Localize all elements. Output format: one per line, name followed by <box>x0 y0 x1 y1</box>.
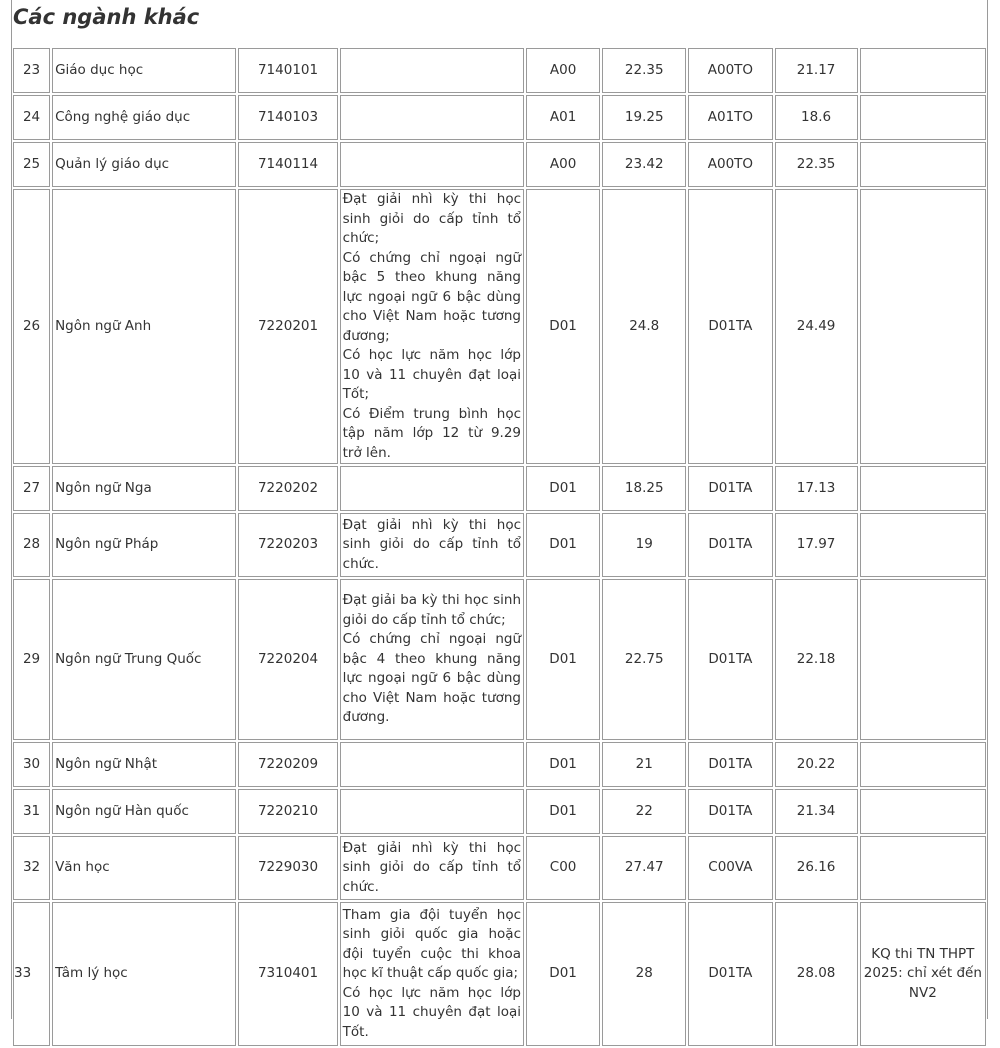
row-number: 24 <box>13 95 50 140</box>
subject-block-alt: A00TO <box>688 48 772 93</box>
cutoff-score: 19 <box>602 513 686 577</box>
subject-block-alt: D01TA <box>688 742 772 787</box>
condition-line: Có học lực năm học lớp 10 và 11 chuyên đạt loại Tốt; <box>342 347 522 402</box>
cutoff-score-alt: 24.49 <box>775 189 858 464</box>
subject-block: D01 <box>526 902 600 1046</box>
admission-conditions <box>340 189 524 464</box>
major-code: 7140103 <box>238 95 337 140</box>
cutoff-score-alt: 28.08 <box>775 902 858 1046</box>
row-number: 29 <box>13 579 50 740</box>
condition-line: Đạt giải nhì kỳ thi học sinh giỏi do cấp tỉnh tổ chức. <box>342 839 522 895</box>
major-name: Ngôn ngữ Anh <box>52 189 236 464</box>
subject-block: D01 <box>526 466 600 511</box>
admission-conditions <box>340 466 524 511</box>
subject-block: D01 <box>526 579 600 740</box>
major-code: 7310401 <box>238 902 337 1046</box>
admission-conditions <box>340 789 524 834</box>
major-name: Ngôn ngữ Pháp <box>52 513 236 577</box>
subject-block-alt: D01TA <box>688 579 772 740</box>
subject-block-alt: D01TA <box>688 189 772 464</box>
admission-conditions <box>340 95 524 140</box>
condition-line: Có chứng chỉ ngoại ngữ bậc 4 theo khung năng lực ngoại ngữ 6 bậc dùng cho Việt Nam hoặc tương đương. <box>342 631 522 726</box>
note <box>860 789 986 834</box>
cutoff-score-alt: 26.16 <box>775 836 858 900</box>
cutoff-score-alt: 22.35 <box>775 142 858 187</box>
cutoff-score: 24.8 <box>602 189 686 464</box>
major-name: Tâm lý học <box>52 902 236 1046</box>
major-code: 7220203 <box>238 513 337 577</box>
major-code: 7229030 <box>238 836 337 900</box>
major-code: 7140114 <box>238 142 337 187</box>
major-code: 7220209 <box>238 742 337 787</box>
subject-block: C00 <box>526 836 600 900</box>
subject-block-alt: D01TA <box>688 466 772 511</box>
major-code: 7140101 <box>238 48 337 93</box>
admission-conditions <box>340 836 524 900</box>
table-row <box>13 789 986 834</box>
admission-conditions <box>340 48 524 93</box>
cutoff-score: 27.47 <box>602 836 686 900</box>
subject-block-alt: C00VA <box>688 836 772 900</box>
note <box>860 742 986 787</box>
major-name: Giáo dục học <box>52 48 236 93</box>
cutoff-score-alt: 17.97 <box>775 513 858 577</box>
condition-line: Đạt giải ba kỳ thi học sinh giỏi do cấp tỉnh tổ chức; <box>342 592 522 628</box>
admission-conditions <box>340 513 524 577</box>
admission-conditions <box>340 902 524 1046</box>
row-number: 30 <box>13 742 50 787</box>
admission-conditions <box>340 742 524 787</box>
table-row <box>13 902 986 1046</box>
condition-line: Đạt giải nhì kỳ thi học sinh giỏi do cấp tỉnh tổ chức; <box>342 191 522 246</box>
cutoff-score: 19.25 <box>602 95 686 140</box>
major-name: Ngôn ngữ Nhật <box>52 742 236 787</box>
subject-block-alt: A00TO <box>688 142 772 187</box>
condition-line: Có Điểm trung bình học tập năm lớp 12 từ 9.29 trở lên. <box>342 405 522 461</box>
cutoff-score: 23.42 <box>602 142 686 187</box>
note <box>860 142 986 187</box>
major-name: Công nghệ giáo dục <box>52 95 236 140</box>
table-row <box>13 142 986 187</box>
condition-line: Đạt giải nhì kỳ thi học sinh giỏi do cấp tỉnh tổ chức. <box>342 516 522 572</box>
major-name: Quản lý giáo dục <box>52 142 236 187</box>
note <box>860 189 986 464</box>
cutoff-score: 22 <box>602 789 686 834</box>
row-number: 32 <box>13 836 50 900</box>
subject-block: A00 <box>526 142 600 187</box>
note: KQ thi TN THPT 2025: chỉ xét đến NV2 <box>860 902 986 1046</box>
cutoff-score-alt: 22.18 <box>775 579 858 740</box>
table-row <box>13 513 986 577</box>
subject-block: A01 <box>526 95 600 140</box>
table-row <box>13 95 986 140</box>
major-name: Ngôn ngữ Trung Quốc <box>52 579 236 740</box>
subject-block: A00 <box>526 48 600 93</box>
section-title: Các ngành khác <box>13 5 200 29</box>
row-number: 26 <box>13 189 50 464</box>
note <box>860 95 986 140</box>
condition-line: Có học lực năm học lớp 10 và 11 chuyên đạt loại Tốt. <box>342 984 522 1040</box>
note <box>860 836 986 900</box>
table-row <box>13 48 986 93</box>
subject-block: D01 <box>526 513 600 577</box>
major-name: Ngôn ngữ Nga <box>52 466 236 511</box>
subject-block: D01 <box>526 742 600 787</box>
admission-conditions <box>340 579 524 740</box>
cutoff-score: 22.75 <box>602 579 686 740</box>
table-row <box>13 836 986 900</box>
admission-conditions <box>340 142 524 187</box>
major-name: Văn học <box>52 836 236 900</box>
row-number: 31 <box>13 789 50 834</box>
subject-block-alt: D01TA <box>688 789 772 834</box>
cutoff-score: 18.25 <box>602 466 686 511</box>
table-body <box>13 48 986 1046</box>
cutoff-score-alt: 18.6 <box>775 95 858 140</box>
row-number: 28 <box>13 513 50 577</box>
table-row <box>13 189 986 464</box>
note <box>860 466 986 511</box>
row-number: 25 <box>13 142 50 187</box>
table-row <box>13 742 986 787</box>
table-row <box>13 466 986 511</box>
cutoff-score-alt: 17.13 <box>775 466 858 511</box>
subject-block-alt: D01TA <box>688 513 772 577</box>
major-code: 7220210 <box>238 789 337 834</box>
subject-block: D01 <box>526 189 600 464</box>
major-code: 7220204 <box>238 579 337 740</box>
admission-score-table <box>11 46 988 1048</box>
major-code: 7220202 <box>238 466 337 511</box>
cutoff-score-alt: 20.22 <box>775 742 858 787</box>
table-row <box>13 579 986 740</box>
cutoff-score: 28 <box>602 902 686 1046</box>
row-number: 27 <box>13 466 50 511</box>
subject-block-alt: A01TO <box>688 95 772 140</box>
condition-line: Tham gia đội tuyển học sinh giỏi quốc gia hoặc đội tuyển cuộc thi khoa học kĩ thuật cấp quốc gia; <box>342 906 522 982</box>
cutoff-score: 21 <box>602 742 686 787</box>
subject-block: D01 <box>526 789 600 834</box>
row-number: 23 <box>13 48 50 93</box>
note <box>860 48 986 93</box>
row-number: 33 <box>13 902 50 1046</box>
cutoff-score-alt: 21.17 <box>775 48 858 93</box>
cutoff-score-alt: 21.34 <box>775 789 858 834</box>
major-name: Ngôn ngữ Hàn quốc <box>52 789 236 834</box>
condition-line: Có chứng chỉ ngoại ngữ bậc 5 theo khung năng lực ngoại ngữ 6 bậc dùng cho Việt Nam hoặc tương đương; <box>342 249 522 344</box>
major-code: 7220201 <box>238 189 337 464</box>
cutoff-score: 22.35 <box>602 48 686 93</box>
note <box>860 579 986 740</box>
subject-block-alt: D01TA <box>688 902 772 1046</box>
note <box>860 513 986 577</box>
